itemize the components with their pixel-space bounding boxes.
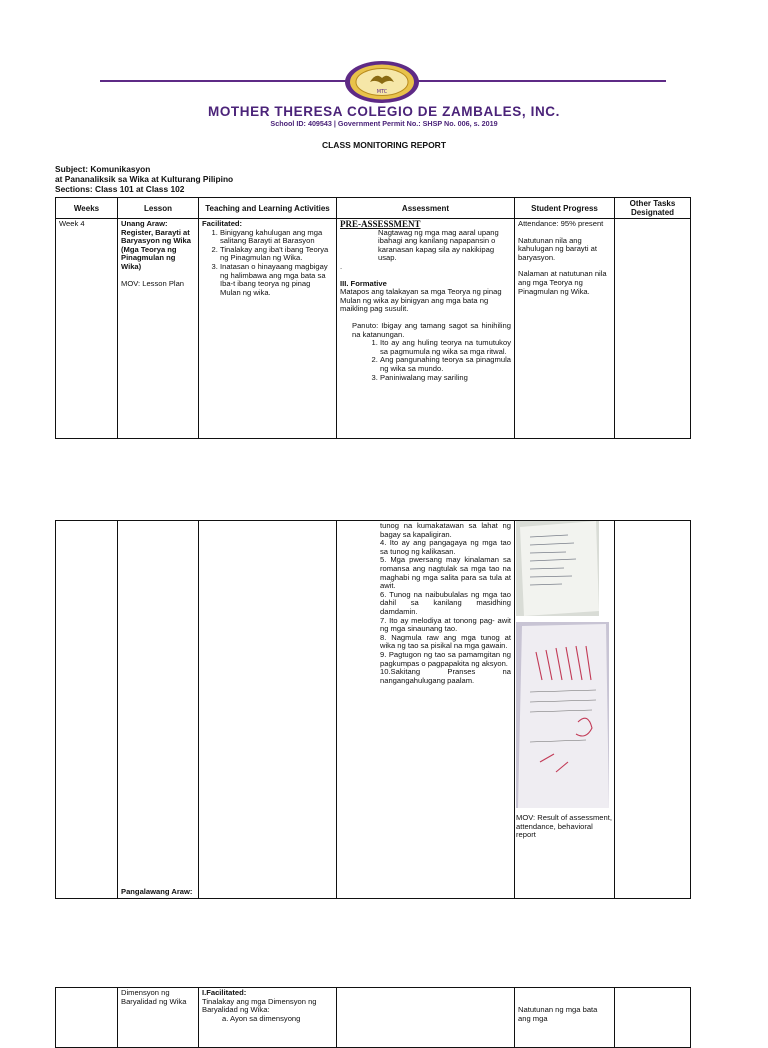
checked-quiz-photo [516, 622, 609, 808]
progress-mov: MOV: Result of assessment, attendance, behavioral report [516, 813, 612, 840]
report-meta [55, 164, 233, 194]
header-activities: Teaching and Learning Activities [199, 198, 337, 219]
sections-line: Sections: Class 101 at Class 102 [55, 184, 185, 194]
activities-heading: I.Facilitated: [202, 988, 247, 997]
list-item: 8. Nagmula raw ang mga tunog at wika ng tao sa pisikal na mga gawain. [380, 632, 511, 651]
school-subtitle: School ID: 409543 | Government Permit No.: SHSP No. 006, s. 2019 [270, 119, 498, 128]
header-lesson: Lesson [118, 198, 199, 219]
week-cell [56, 521, 118, 899]
assessment-dot: . [340, 261, 343, 271]
formative-text: Matapos ang talakayan sa mga Teorya ng pinag Mulan ng wika ay binigyan ang mga bata ng maikling pag susulit. [340, 287, 502, 314]
subject-line-2: at Pananaliksik sa Wika at Kulturang Pilipino [55, 174, 234, 184]
assessment-cell [337, 219, 515, 439]
quiz-list [340, 339, 511, 382]
assessment-cell [337, 988, 515, 1048]
activities-cell [199, 219, 337, 439]
formative-heading: III. Formative [340, 278, 387, 288]
header-assessment: Assessment [337, 198, 515, 219]
progress-text: Natutunan nila ang kahulugan ng barayti at baryasyon. [518, 235, 597, 262]
list-item: 6. Tunog na naibubulalas ng mga tao dahil sa kanilang masidhing damdamin. [380, 589, 511, 616]
list-item: 3. Paniniwalang may sariling [380, 374, 511, 383]
table-row [56, 521, 691, 899]
activities-text: Tinalakay ang mga Dimensyon ng Baryalidad ng Wika: [202, 996, 317, 1015]
assessment-cell [337, 521, 515, 899]
progress-cell [515, 988, 615, 1048]
pre-assessment-heading: PRE-ASSESSMENT [340, 220, 421, 229]
lesson-title: Unang Araw: Register, Barayti at Baryasyon ng Wika (Mga Teorya ng Pinagmulan ng Wika) [121, 219, 191, 271]
activities-cell [199, 521, 337, 899]
quiz-paper-photo [516, 521, 599, 616]
list-item: 1. Ito ay ang huling teorya na tumutukoy sa pagmumula ng wika sa mga ritwal. [380, 339, 511, 356]
monitoring-table-2 [55, 520, 691, 899]
report-title: CLASS MONITORING REPORT [321, 140, 447, 150]
list-item: 2. Ang pangunahing teorya sa pinagmula ng wika sa mundo. [380, 356, 511, 373]
monitoring-table-3 [55, 987, 691, 1048]
header-progress: Student Progress [515, 198, 615, 219]
lesson-cell: Dimensyon ng Baryalidad ng Wika [118, 988, 199, 1048]
header-weeks: Weeks [56, 198, 118, 219]
panuto-text: Panuto: Ibigay ang tamang sagot sa hinihiling na katanungan. [352, 320, 511, 339]
progress-attendance: Attendance: 95% present [518, 219, 604, 228]
lesson-mov: MOV: Lesson Plan [121, 278, 185, 288]
quiz-continuation: tunog na kumakatawan sa lahat ng bagay sa kapaligiran. [380, 521, 511, 539]
header-rule-right [418, 80, 666, 82]
list-item: 5. Mga pwersang may kinalaman sa romansa ang nagtulak sa mga tao na maghabi ng mga salita para sa tula at awit. [380, 555, 511, 591]
lesson-day2: Pangalawang Araw: [121, 887, 193, 897]
logo-text: MTC [376, 89, 388, 95]
table-row [56, 988, 691, 1048]
activities-heading: Facilitated: [202, 219, 243, 228]
activities-cell [199, 988, 337, 1048]
list-item: 4. Ito ay ang pangagaya ng mga tao sa tunog ng kalikasan. [380, 538, 511, 556]
list-item: 1. Binigyang kahulugan ang mga salitang Barayti at Barasyon [220, 229, 333, 246]
week-cell: Week 4 [56, 219, 118, 439]
lesson-cell [118, 219, 199, 439]
list-item: 2. Tinalakay ang iba't ibang Teorya ng Pinagmulan ng Wika. [220, 246, 333, 263]
lesson-cell [118, 521, 199, 899]
week-cell [56, 988, 118, 1048]
other-tasks-cell [615, 988, 691, 1048]
list-item: 3. Inatasan o hinayaang magbigay ng halimbawa ang mga bata sa Iba-t ibang teorya ng pinag Mulan ng wika. [220, 263, 333, 297]
activities-subitem: a. Ayon sa dimensyong [222, 1013, 301, 1023]
header-rule-left [100, 80, 348, 82]
header-other-tasks: Other Tasks Designated [615, 198, 691, 219]
progress-cell [515, 521, 615, 899]
progress-text: Nalaman at natutunan nila ang mga Teorya ng Pinagmulan ng Wika. [518, 269, 607, 296]
activities-list [202, 229, 333, 298]
list-item: 7. Ito ay melodiya at tonong pag- awit ng mga sinaunang tao. [380, 615, 511, 634]
progress-text: Natutunan ng mga bata ang mga [518, 1005, 598, 1023]
table-header-row [56, 198, 691, 219]
school-name: MOTHER THERESA COLEGIO DE ZAMBALES, INC. [207, 104, 560, 119]
other-tasks-cell [615, 521, 691, 899]
list-item: 9. Pagtugon ng tao sa pamamgitan ng pagkumpas o pagpapakita ng aksyon. [380, 649, 511, 668]
pre-assessment-text: Nagtawag ng mga mag aaral upang ibahagi ang kanilang napapansin o karanasan kapag sila ay nakikipag usap. [378, 227, 499, 263]
monitoring-table-1 [55, 197, 691, 439]
subject-line: Subject: Komunikasyon [55, 164, 151, 174]
list-item: 10.Sakitang Pranses na nangangahulugang paalam. [380, 667, 511, 685]
table-row [56, 219, 691, 439]
other-tasks-cell [615, 219, 691, 439]
school-logo [343, 60, 421, 104]
progress-cell [515, 219, 615, 439]
